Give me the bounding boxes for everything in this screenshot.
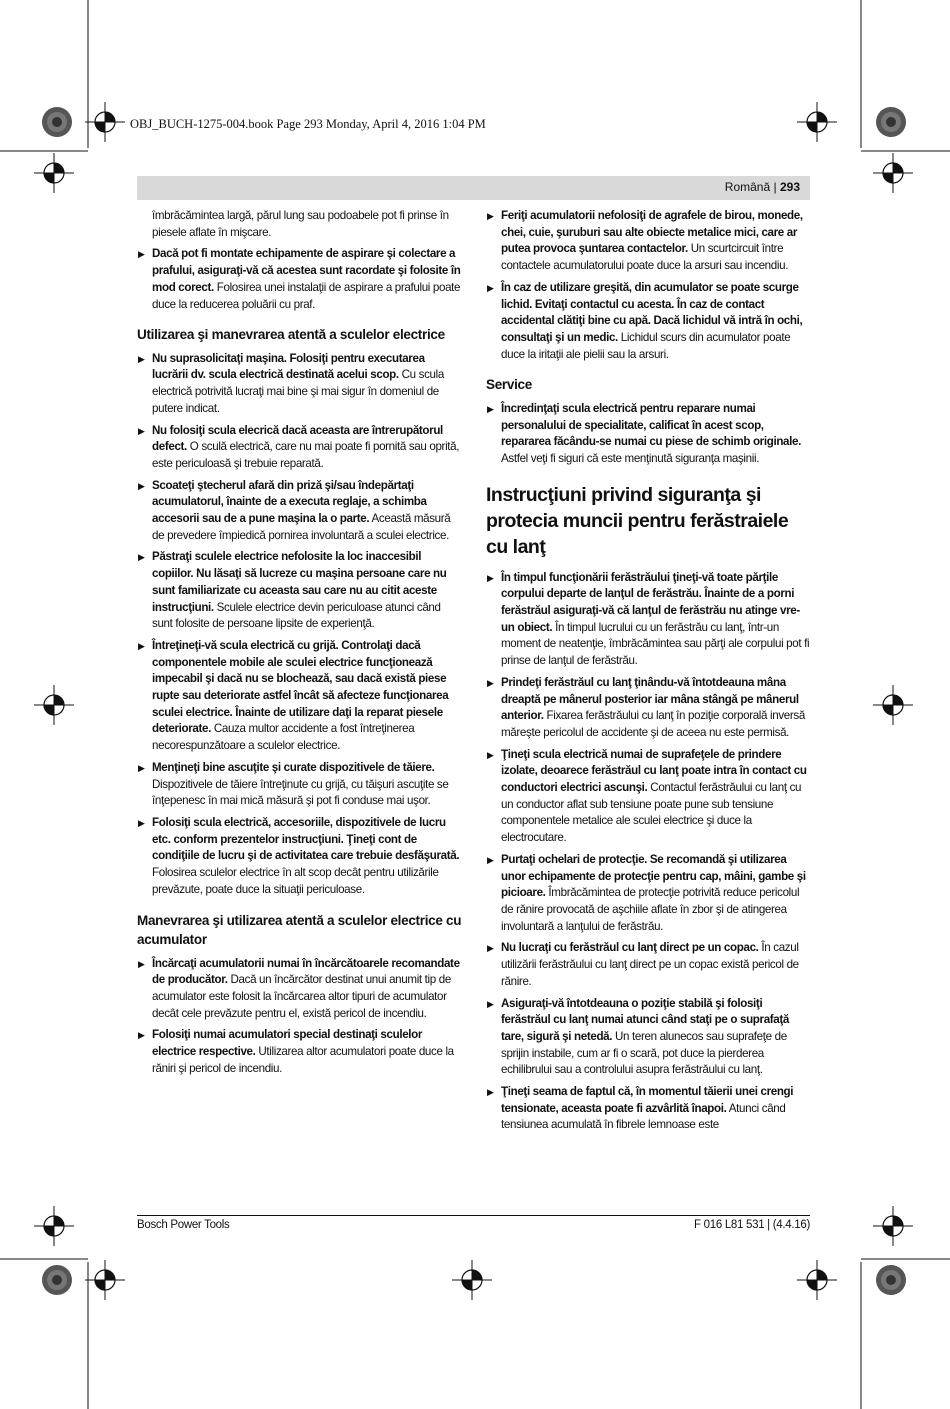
item-bold: Ţineţi seama de faptul că, în momentul tăierii unei crengi tensionate, aceasta poate fi azvârlită înapoi. <box>501 1085 794 1115</box>
intro-text: îmbrăcămintea largă, părul lung sau podoabele pot fi prinse în piesele aflate în mişcare. <box>152 209 449 239</box>
item-text: Cu scula electrică potrivită lucraţi mai bine şi mai sigur în domeniul de putere indicat. <box>152 368 444 415</box>
item-text: Contactul ferăstrăului cu lanţ cu un conductor aflat sub tensiune poate pune sub tensiune componentele metalice ale sculei electrice şi duce la electrocutare. <box>501 781 802 845</box>
list-item <box>486 280 810 364</box>
crosshair-registration-icon <box>873 153 913 193</box>
item-text: Sculele electrice devin periculoase atunci când sunt folosite de persoane lipsite de experienţă. <box>152 600 441 631</box>
left-column <box>137 208 463 1082</box>
triangle-right-icon: ▶ <box>138 1030 145 1041</box>
item-bold: Nu suprasolicitaţi maşina. Folosiţi pentru executarea lucrării dv. scula electrică destinată acelui scop. <box>152 351 425 382</box>
crosshair-registration-icon <box>85 102 125 142</box>
item-bold: Menţineţi bine ascuţite şi curate dispozitivele de tăiere. <box>152 760 435 774</box>
list-item <box>137 1027 463 1077</box>
right-column <box>486 208 810 1139</box>
list-item <box>137 760 463 810</box>
triangle-right-icon: ▶ <box>487 943 494 954</box>
list-item <box>137 956 463 1023</box>
item-text: Această măsură de prevedere împiedică pornirea involuntară a sculei electrice. <box>152 512 451 542</box>
item-text: Folosirea unei instalaţii de aspirare a prafului poate duce la reducerea poluării cu praf. <box>152 280 461 311</box>
item-bold: Întreţineţi-vă scula electrică cu grijă. Controlaţi dacă componentele mobile ale sculei electrice funcţionează impecabil şi dacă nu se blochează, sau dacă există piese rupte sau deteriorate astfel încât să afecteze funcţionarea sculei electrice. Înainte de utilizare daţi la reparat piesele deteriorate. <box>152 638 449 736</box>
triangle-right-icon: ▶ <box>487 1087 494 1098</box>
radial-target-icon <box>875 106 907 138</box>
triangle-right-icon: ▶ <box>487 572 494 583</box>
item-text: Fixarea ferăstrăului cu lanţ în poziţie corporală inversă măreşte pericolul de accidente şi de aceea nu este permisă. <box>501 709 805 739</box>
triangle-right-icon: ▶ <box>487 677 494 688</box>
item-text: Dispozitivele de tăiere întreţinute cu grijă, cu tăişuri ascuţite se înţepenesc în mai mică măsură şi pot fi conduse mai uşor. <box>152 777 449 808</box>
triangle-right-icon: ▶ <box>138 958 145 969</box>
triangle-right-icon: ▶ <box>487 282 494 293</box>
triangle-right-icon: ▶ <box>138 353 145 364</box>
header-language: Română <box>724 180 771 194</box>
item-text: Astfel veţi fi siguri că este menţinută siguranţa maşinii. <box>501 451 760 465</box>
item-bold: Scoateţi ştecherul afară din priză şi/sau îndepărtaţi acumulatorul, înainte de a executa reglaje, a schimba accesorii sau de a pune maşina la o parte. <box>152 478 427 526</box>
item-text: Un scurtcircuit între contactele acumulatorului poate duce la arsuri sau incendiu. <box>501 242 789 273</box>
footer-rule <box>137 1215 810 1216</box>
footer-brand: Bosch Power Tools <box>137 1219 230 1231</box>
crosshair-registration-icon <box>873 1206 913 1246</box>
section-heading: Service <box>486 377 532 393</box>
crosshair-registration-icon <box>797 1260 837 1300</box>
item-bold: Păstraţi sculele electrice nefolosite la loc inaccesibil copiilor. Nu lăsaţi să lucreze cu maşina persoane care nu sunt familiarizate cu aceasta sau care nu au citit aceste instrucţiuni. <box>152 550 447 614</box>
list-item <box>486 747 810 847</box>
item-text: O sculă electrică, care nu mai poate fi pornită sau oprită, este periculoasă şi trebuie reparată. <box>152 440 460 470</box>
item-text: Utilizarea altor acumulatori poate duce la răniri şi pericol de incendiu. <box>152 1045 454 1075</box>
item-bold: Nu folosiţi scula elecrică dacă aceasta are întrerupătorul defect. <box>152 423 443 454</box>
radial-target-icon <box>41 1264 73 1296</box>
section-heading: Manevrarea şi utilizarea atentă a sculelor electrice cu acumulator <box>137 912 462 948</box>
list-item <box>137 549 463 633</box>
item-bold: Încărcaţi acumulatorii numai în încărcătoarele recomandate de producător. <box>152 956 460 987</box>
item-bold: În caz de utilizare greşită, din acumulator se poate scurge lichid. Evitaţi contactul cu acesta. În caz de contact accidental clătiţi bine cu apă. Dacă lichidul vă intră în ochi, consultaţi şi un medic. <box>501 280 803 344</box>
list-item <box>486 852 810 936</box>
footer-doc-code: F 016 L81 531 | (4.4.16) <box>694 1219 810 1231</box>
item-bold: Folosiţi numai acumulatori special destinaţi sculelor electrice respective. <box>152 1028 423 1059</box>
item-text: În cazul utilizării ferăstrăului cu lanţ direct pe un copac există pericol de rănire. <box>501 941 799 988</box>
list-item <box>137 351 463 418</box>
header-text <box>725 180 800 194</box>
item-text: Folosirea sculelor electrice în alt scop decât pentru utilizările prevăzute, poate duce la situaţii periculoase. <box>152 866 439 896</box>
triangle-right-icon: ▶ <box>487 854 494 865</box>
triangle-right-icon: ▶ <box>487 998 494 1009</box>
triangle-right-icon: ▶ <box>138 762 145 773</box>
triangle-right-icon: ▶ <box>487 403 494 414</box>
intro-paragraph <box>137 208 463 241</box>
list-item <box>486 940 810 990</box>
item-text: Dacă un încărcător destinat unui anumit tip de acumulator este folosit la încărcarea altor tipuri de acumulator decât cele prevăzute pentru el, există pericol de incendiu. <box>152 973 451 1020</box>
item-bold: Folosiţi scula electrică, accesoriile, dispozitivele de lucru etc. conform prezentelor instrucţiuni. Ţineţi cont de condiţiile de lucru şi de activitatea care trebuie desfăşurată. <box>152 816 460 863</box>
page-number: 293 <box>779 180 800 194</box>
crosshair-registration-icon <box>34 1206 74 1246</box>
list-item <box>137 815 463 899</box>
list-item <box>137 478 463 545</box>
triangle-right-icon: ▶ <box>138 249 145 260</box>
item-text: Un teren alunecos sau suprafeţe de sprijin instabile, cum ar fi o scară, pot duce la pierderea echilibrului sau a controlului asupra ferăstrăului cu lanţ. <box>501 1029 787 1077</box>
list-item <box>486 996 810 1080</box>
crosshair-registration-icon <box>797 102 837 142</box>
triangle-right-icon: ▶ <box>138 818 145 828</box>
item-bold: Feriţi acumulatorii nefolosiţi de agrafele de birou, monede, chei, cuie, şuruburi sau alte obiecte metalice mici, care ar putea provoca şuntarea contactelor. <box>501 209 803 256</box>
list-item <box>486 1084 810 1134</box>
triangle-right-icon: ▶ <box>487 749 494 760</box>
item-bold: Purtaţi ochelari de protecţie. Se recomandă şi utilizarea unor echipamente de protecţie pentru cap, mâini, gambe şi picioare. <box>501 852 806 900</box>
page-header <box>137 176 810 200</box>
triangle-right-icon: ▶ <box>138 480 145 491</box>
list-item <box>137 246 463 313</box>
item-bold: Nu lucraţi cu ferăstrăul cu lanţ direct pe un copac. <box>501 941 759 955</box>
item-text: Îmbrăcămintea de protecţie potrivită reduce pericolul de rănire provocată de aşchiile aflate în zbor şi de atingerea involuntară a lanţului de ferăstrău. <box>501 886 800 933</box>
list-item <box>486 401 810 468</box>
item-text: Cauza multor accidente a fost întreţinerea necorespunzătoare a sculelor electrice. <box>152 722 415 753</box>
item-text: Atunci când tensiunea acumulată în fibrele lemnoase este <box>501 1101 786 1132</box>
item-bold: Prindeţi ferăstrăul cu lanţ ţinându-vă întotdeauna mâna dreaptă pe mânerul posterior iar mâna stângă pe mânerul anterior. <box>501 675 799 723</box>
crosshair-registration-icon <box>452 1260 492 1300</box>
crosshair-registration-icon <box>34 685 74 725</box>
chapter-heading: Instrucţiuni privind siguranţa şi protecia muncii pentru ferăstraiele cu lanţ <box>486 483 789 558</box>
section-heading: Utilizarea şi manevrarea atentă a sculelor electrice <box>137 327 445 343</box>
item-text: În timpul lucrului cu un ferăstrău cu lanţ, într-un moment de neatenţie, îmbrăcămintea sau părţi ale corpului pot fi prinse de lanţul de ferăstrău. <box>501 620 810 668</box>
list-item <box>137 638 463 755</box>
triangle-right-icon: ▶ <box>138 640 145 651</box>
item-text: Lichidul scurs din acumulator poate duce la iritaţii ale pielii sau la arsuri. <box>501 330 791 361</box>
item-bold: Dacă pot fi montate echipamente de aspirare şi colectare a prafului, asiguraţi-vă că acestea sunt racordate şi folosite în mod corect. <box>152 247 461 294</box>
header-separator: | <box>773 180 777 194</box>
list-item <box>137 423 463 473</box>
triangle-right-icon: ▶ <box>487 211 494 221</box>
triangle-right-icon: ▶ <box>138 552 145 563</box>
radial-target-icon <box>41 106 73 138</box>
list-item <box>486 675 810 742</box>
item-bold: În timpul funcţionării ferăstrăului ţineţi-vă toate părţile corpului departe de lanţul de ferăstrău. Înainte de a porni ferăstrăul asiguraţi-vă că lanţul de ferăstrău nu atinge vre-un obiect. <box>501 570 800 634</box>
file-info: OBJ_BUCH-1275-004.book Page 293 Monday, April 4, 2016 1:04 PM <box>130 117 486 131</box>
radial-target-icon <box>875 1264 907 1296</box>
crosshair-registration-icon <box>85 1260 125 1300</box>
item-bold: Încredinţaţi scula electrică pentru reparare numai personalului de specialitate, calificat în acest scop, repararea făcându-se numai cu piese de schimb originale. <box>501 401 801 449</box>
item-bold: Asiguraţi-vă întotdeauna o poziţie stabilă şi folosiţi ferăstrăul cu lanţ numai atunci când staţi pe o suprafaţă tare, sigură şi netedă. <box>501 996 790 1043</box>
crosshair-registration-icon <box>873 685 913 725</box>
item-bold: Ţineţi scula electrică numai de suprafeţele de prindere izolate, deoarece ferăstrăul cu lanţ poate intra în contact cu conductori electrici ascunşi. <box>501 747 807 795</box>
crosshair-registration-icon <box>34 153 74 193</box>
list-item <box>486 570 810 670</box>
triangle-right-icon: ▶ <box>138 425 145 436</box>
list-item <box>486 208 810 275</box>
